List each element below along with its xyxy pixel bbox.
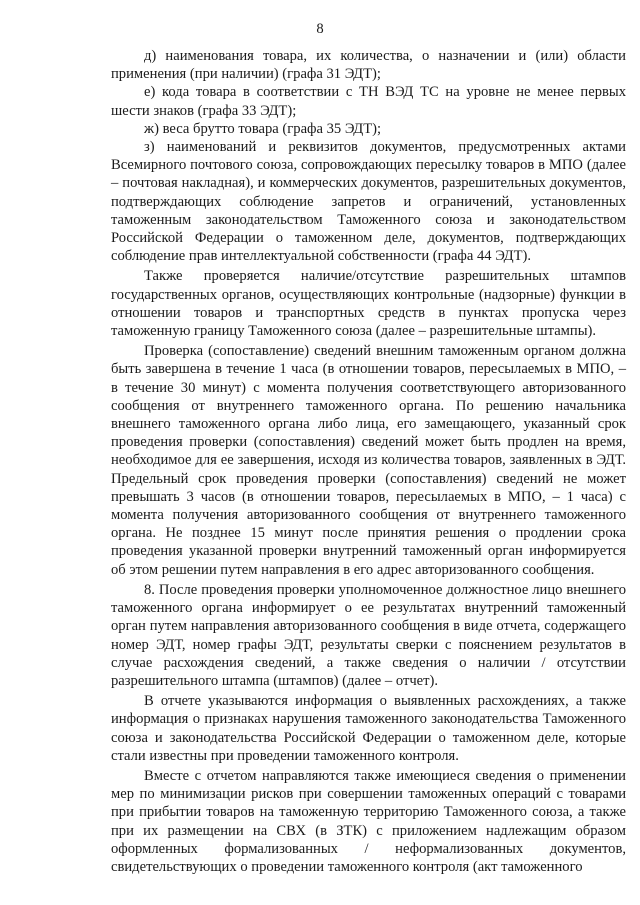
- paragraph-verification-deadline: Проверка (сопоставление) сведений внешним таможенным органом должна быть завершена в течение 1 часа (в отношении товаров, пересылаемых в МПО, – в течение 30 минут) с момента получения соответствующего авторизованного сообщения от внутреннего таможенного органа. По решению начальника внешнего таможенного органа либо лица, его замещающего, указанный срок проведения проверки (сопоставления) сведений может быть продлен на время, необходимое для ее завершения, исходя из количества товаров, заявленных в ЭДТ. Предельный срок проведения проверки (сопоставления) сведений не может превышать 3 часов (в отношении товаров, пересылаемых в МПО, – 1 часа) с момента получения авторизованного сообщения от внутреннего таможенного органа. Не позднее 15 минут после принятия решения о продлении срока проведения указанной проверки внутренний таможенный орган информируется об этом решении путем направления в его адрес авторизованного сообщения.: [111, 343, 626, 578]
- paragraph-item-e: е) кода товара в соответствии с ТН ВЭД ТС на уровне не менее первых шести знаков (графа 33 ЭДТ);: [111, 84, 626, 119]
- paragraph-report-attachments: Вместе с отчетом направляются также имеющиеся сведения о применении мер по минимизации рисков при совершении таможенных операций с товарами при прибытии товаров на таможенную территорию Таможенного союза, а также при их размещении на СВХ (в ЗТК) с приложением надлежащим образом оформленных формализованных / неформализованных документов, свидетельствующих о проведении таможенного контроля (акт таможенного: [111, 767, 626, 875]
- paragraph-report-contents: В отчете указываются информация о выявленных расхождениях, а также информация о признаках нарушения таможенного законодательства Таможенного союза и законодательства Российской Федерации о таможенном деле, которые стали известны при проведении таможенного контроля.: [111, 693, 626, 764]
- document-body: [111, 47, 626, 876]
- paragraph-item-d: д) наименования товара, их количества, о назначении и (или) области применения (при наличии) (графа 31 ЭДТ);: [111, 48, 626, 83]
- paragraph-stamps-check: Также проверяется наличие/отсутствие разрешительных штампов государственных органов, осуществляющих контрольные (надзорные) функции в отношении товаров и транспортных средств в пунктах пропуска через таможенную границу Таможенного союза (далее – разрешительные штампы).: [111, 268, 626, 340]
- paragraph-item-z: з) наименований и реквизитов документов, предусмотренных актами Всемирного почтового союза, сопровождающих пересылку товаров в МПО (далее – почтовая накладная), и коммерческих документов, разрешительных документов, подтверждающих соблюдение запретов и ограничений, установленных таможенным законодательством Таможенного союза и законодательством Российской Федерации о таможенном деле, документов, подтверждающих соблюдение прав интеллектуальной собственности (графа 44 ЭДТ).: [111, 139, 626, 265]
- page-number: 8: [316, 21, 324, 37]
- paragraph-section-8: 8. После проведения проверки уполномоченное должностное лицо внешнего таможенного органа информирует о ее результатах внутренний таможенный орган путем направления авторизованного сообщения в виде отчета, содержащего номер ЭДТ, номер графы ЭДТ, результаты сверки с пояснением результатов в случае расхождения сведений, а также сведения о наличии / отсутствии разрешительного штампа (штампов) (далее – отчет).: [111, 581, 626, 689]
- paragraph-item-zh: ж) веса брутто товара (графа 35 ЭДТ);: [144, 120, 382, 137]
